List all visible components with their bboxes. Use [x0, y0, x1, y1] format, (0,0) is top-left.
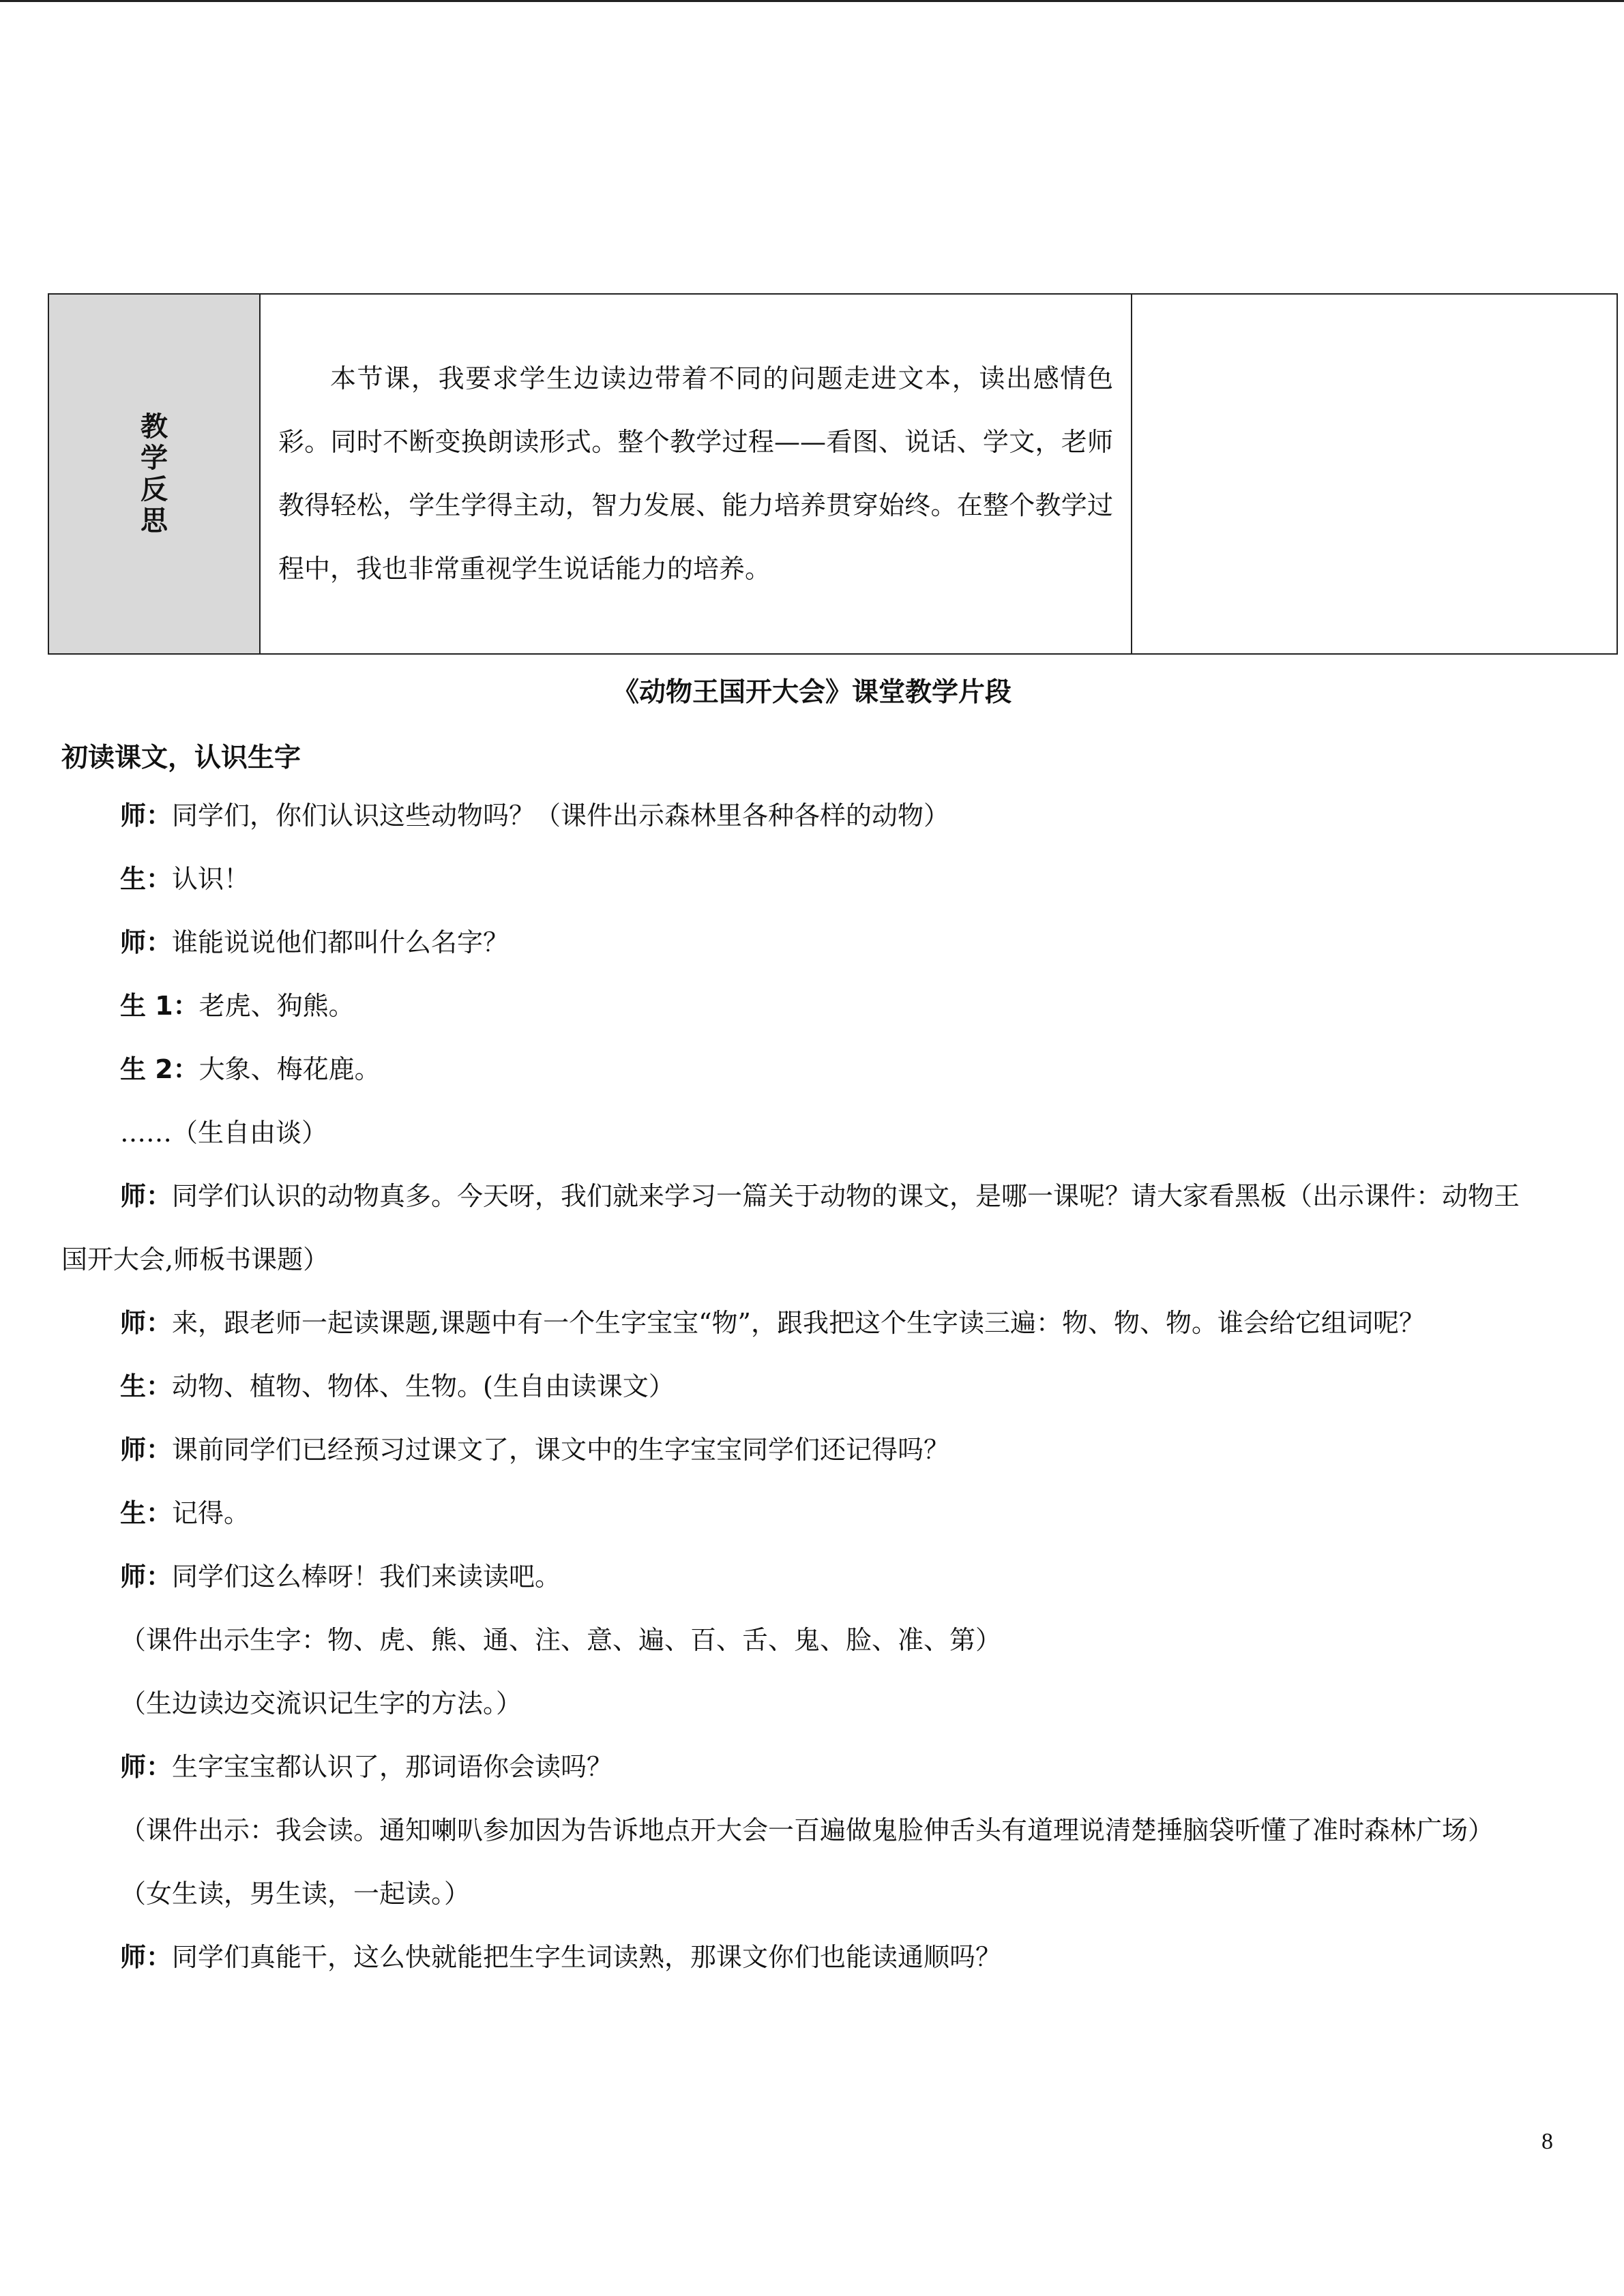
speaker-label: 师： [120, 927, 173, 957]
speaker-label: 生： [120, 864, 173, 894]
page-number: 8 [1541, 2129, 1553, 2154]
dialogue-text: （生边读边交流识记生字的方法。） [120, 1688, 522, 1718]
speaker-label: 生 1： [120, 991, 199, 1021]
speaker-label: 师： [120, 1942, 173, 1972]
dialogue-line [61, 911, 1528, 974]
page-top-border [0, 0, 1624, 2]
speaker-label: 师： [120, 1562, 173, 1592]
speaker-label: 师： [120, 1181, 173, 1211]
dialogue-line [61, 1799, 1528, 1862]
dialogue-line [61, 1165, 1528, 1292]
dialogue-text: 课前同学们已经预习过课文了，课文中的生字宝宝同学们还记得吗？ [172, 1435, 950, 1465]
speaker-label: 师： [120, 1752, 173, 1782]
section-title: 《动物王国开大会》课堂教学片段 [612, 677, 1012, 708]
reflection-text: 本节课，我要求学生边读边带着不同的问题走进文本，读出感情色彩。同时不断变换朗读形式。整个教学过程——看图、说话、学文，老师教得轻松，学生学得主动，智力发展、能力培养贯穿始终。在整个教学过程中，我也非常重视学生说话能力的培养。 [278, 363, 1113, 584]
reflection-table [48, 293, 1618, 655]
subheading: 初读课文，认识生字 [61, 743, 301, 773]
dialogue-text: 记得。 [172, 1498, 250, 1528]
dialogue-line [61, 1482, 1528, 1545]
dialogue-line [61, 1418, 1528, 1482]
dialogue-text: （课件出示生字：物、虎、熊、通、注、意、遍、百、舌、鬼、脸、准、第） [120, 1625, 1002, 1655]
dialogue-line [61, 1609, 1528, 1672]
dialogue-text: ……（生自由谈） [120, 1118, 328, 1148]
dialogue-text: 同学们认识的动物真多。今天呀，我们就来学习一篇关于动物的课文，是哪一课呢？请大家看黑板（出示课件：动物王国开大会,师板书课题） [61, 1181, 1520, 1274]
dialogue-line [61, 1292, 1528, 1355]
dialogue-line [61, 1672, 1528, 1735]
dialogue-line [61, 974, 1528, 1038]
dialogue-line [61, 1101, 1528, 1165]
dialogue-text: 同学们真能干，这么快就能把生字生词读熟，那课文你们也能读通顺吗？ [172, 1942, 1002, 1972]
dialogue-line [61, 1926, 1528, 1989]
dialogue-line [61, 1545, 1528, 1609]
dialogue-text: 认识！ [172, 864, 250, 894]
dialogue-text: 同学们，你们认识这些动物吗？（课件出示森林里各种各样的动物） [172, 801, 950, 831]
dialogue-line [61, 784, 1528, 848]
speaker-label: 生： [120, 1371, 173, 1401]
dialogue-text: （女生读，男生读，一起读。） [120, 1879, 471, 1909]
dialogue-text: 大象、梅花鹿。 [198, 1054, 381, 1084]
reflection-label-cell [48, 294, 260, 654]
dialogue-text: 动物、植物、物体、生物。(生自由读课文） [172, 1371, 675, 1401]
dialogue-line [61, 848, 1528, 911]
dialogue-text: 谁能说说他们都叫什么名字？ [172, 927, 510, 957]
dialogue-text: （课件出示：我会读。通知喇叭参加因为告诉地点开大会一百遍做鬼脸伸舌头有道理说清楚捶脑袋听懂了准时森林广场） [120, 1815, 1494, 1845]
dialogue-text: 老虎、狗熊。 [198, 991, 355, 1021]
dialogue-body [61, 784, 1528, 1989]
dialogue-line [61, 1735, 1528, 1799]
dialogue-line [61, 1862, 1528, 1926]
speaker-label: 师： [120, 1308, 173, 1338]
dialogue-text: 生字宝宝都认识了，那词语你会读吗？ [172, 1752, 613, 1782]
speaker-label: 生： [120, 1498, 173, 1528]
dialogue-line [61, 1355, 1528, 1418]
reflection-empty-cell [1132, 294, 1617, 654]
speaker-label: 生 2： [120, 1054, 199, 1084]
dialogue-text: 同学们这么棒呀！我们来读读吧。 [172, 1562, 561, 1592]
reflection-content-cell [260, 294, 1132, 654]
dialogue-text: 来，跟老师一起读课题,课题中有一个生字宝宝“物”，跟我把这个生字读三遍：物、物、物。谁会给它组词呢？ [172, 1308, 1425, 1338]
speaker-label: 师： [120, 1435, 173, 1465]
reflection-label: 教学反思 [141, 411, 168, 537]
dialogue-line [61, 1038, 1528, 1101]
speaker-label: 师： [120, 801, 173, 831]
